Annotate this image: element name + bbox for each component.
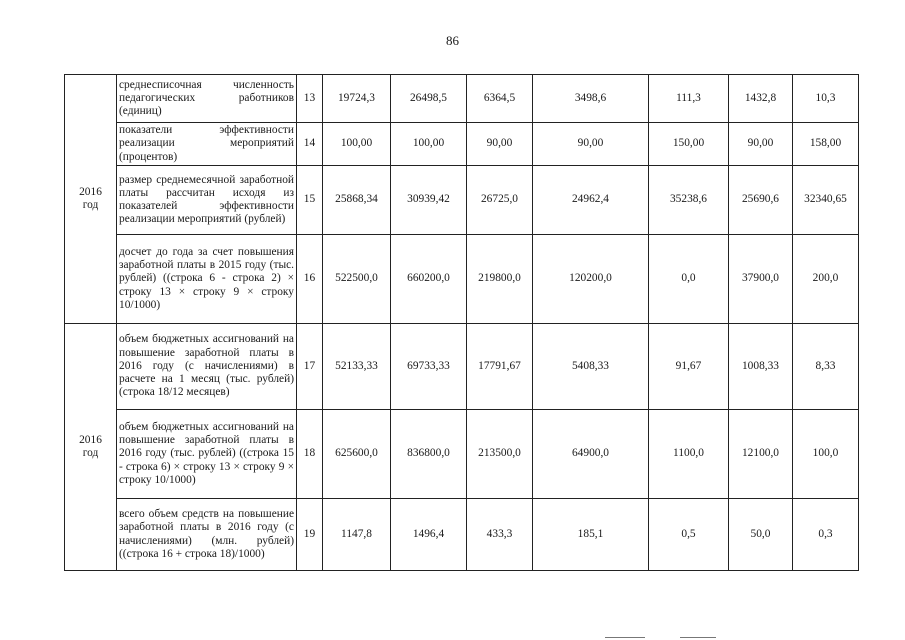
value-cell: 433,3 — [467, 499, 533, 571]
value-cell: 25868,34 — [323, 166, 391, 235]
value-cell: 69733,33 — [391, 324, 467, 410]
page-number: 86 — [446, 33, 459, 48]
row-number: 14 — [297, 123, 323, 166]
table-row — [65, 324, 859, 410]
value-cell: 185,1 — [533, 499, 649, 571]
table-row — [65, 499, 859, 571]
scan-artifact — [605, 637, 645, 638]
indicator-description: досчет до года за счет повышения заработной платы в 2015 году (тыс. рублей) ((строка 6 - строка 2) × строку 13 × строку 9 × строку 10/1000) — [117, 235, 297, 324]
value-cell: 120200,0 — [533, 235, 649, 324]
value-cell: 1147,8 — [323, 499, 391, 571]
value-cell: 24962,4 — [533, 166, 649, 235]
value-cell: 19724,3 — [323, 75, 391, 123]
value-cell: 3498,6 — [533, 75, 649, 123]
value-cell: 660200,0 — [391, 235, 467, 324]
value-cell: 6364,5 — [467, 75, 533, 123]
value-cell: 50,0 — [729, 499, 793, 571]
value-cell: 100,0 — [793, 410, 859, 499]
row-number: 15 — [297, 166, 323, 235]
value-cell: 90,00 — [533, 123, 649, 166]
value-cell: 10,3 — [793, 75, 859, 123]
value-cell: 32340,65 — [793, 166, 859, 235]
value-cell: 200,0 — [793, 235, 859, 324]
value-cell: 30939,42 — [391, 166, 467, 235]
value-cell: 625600,0 — [323, 410, 391, 499]
scan-artifact — [680, 637, 716, 638]
value-cell: 219800,0 — [467, 235, 533, 324]
indicator-description: среднесписочная численность педагогических работников (единиц) — [117, 75, 297, 123]
table-row — [65, 410, 859, 499]
value-cell: 5408,33 — [533, 324, 649, 410]
value-cell: 90,00 — [729, 123, 793, 166]
value-cell: 35238,6 — [649, 166, 729, 235]
value-cell: 1432,8 — [729, 75, 793, 123]
value-cell: 17791,67 — [467, 324, 533, 410]
indicator-description: объем бюджетных ассигнований на повышение заработной платы в 2016 году (с начислениями) в расчете на 1 месяц (тыс. рублей) (строка 18/12 месяцев) — [117, 324, 297, 410]
value-cell: 522500,0 — [323, 235, 391, 324]
value-cell: 8,33 — [793, 324, 859, 410]
value-cell: 158,00 — [793, 123, 859, 166]
row-number: 18 — [297, 410, 323, 499]
value-cell: 836800,0 — [391, 410, 467, 499]
value-cell: 213500,0 — [467, 410, 533, 499]
value-cell: 64900,0 — [533, 410, 649, 499]
indicator-description: размер среднемесячной заработной платы рассчитан исходя из показателей эффективности реализации мероприятий (рублей) — [117, 166, 297, 235]
row-number: 13 — [297, 75, 323, 123]
year-cell: 2016 год — [65, 75, 117, 324]
table-row — [65, 75, 859, 123]
table-body — [65, 75, 859, 571]
indicator-description: показатели эффективности реализации мероприятий (процентов) — [117, 123, 297, 166]
value-cell: 37900,0 — [729, 235, 793, 324]
row-number: 16 — [297, 235, 323, 324]
table-row — [65, 123, 859, 166]
value-cell: 26498,5 — [391, 75, 467, 123]
table-row — [65, 166, 859, 235]
value-cell: 150,00 — [649, 123, 729, 166]
value-cell: 25690,6 — [729, 166, 793, 235]
value-cell: 90,00 — [467, 123, 533, 166]
value-cell: 52133,33 — [323, 324, 391, 410]
indicator-description: всего объем средств на повышение заработной платы в 2016 году (с начислениями) (млн. рублей) ((строка 16 + строка 18)/1000) — [117, 499, 297, 571]
value-cell: 91,67 — [649, 324, 729, 410]
row-number: 17 — [297, 324, 323, 410]
report-table — [64, 74, 859, 571]
value-cell: 26725,0 — [467, 166, 533, 235]
value-cell: 1100,0 — [649, 410, 729, 499]
value-cell: 12100,0 — [729, 410, 793, 499]
row-number: 19 — [297, 499, 323, 571]
indicator-description: объем бюджетных ассигнований на повышение заработной платы в 2016 году (тыс. рублей) ((строка 15 - строка 6) × строку 13 × строку 9 × строку 10/1000) — [117, 410, 297, 499]
value-cell: 111,3 — [649, 75, 729, 123]
value-cell: 100,00 — [391, 123, 467, 166]
year-cell: 2016 год — [65, 324, 117, 571]
value-cell: 0,5 — [649, 499, 729, 571]
table-row — [65, 235, 859, 324]
value-cell: 100,00 — [323, 123, 391, 166]
value-cell: 1008,33 — [729, 324, 793, 410]
value-cell: 1496,4 — [391, 499, 467, 571]
value-cell: 0,3 — [793, 499, 859, 571]
value-cell: 0,0 — [649, 235, 729, 324]
